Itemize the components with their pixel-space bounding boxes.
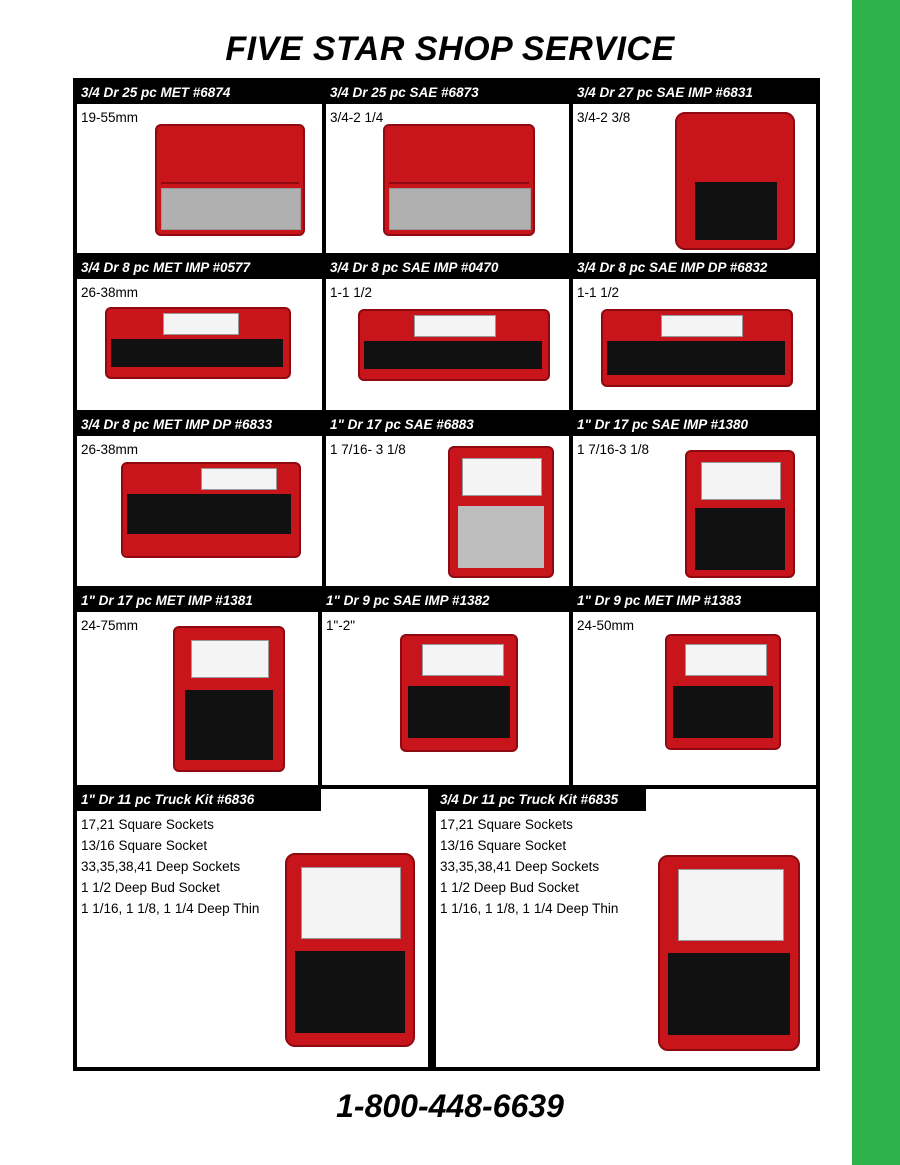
- product-grid: [73, 78, 820, 1071]
- product-card: [573, 257, 816, 410]
- product-card: [77, 414, 322, 586]
- product-spec: 19-55mm: [81, 110, 139, 125]
- socket-set-image: [400, 634, 518, 752]
- product-name: 3/4 Dr 25 pc SAE #6873: [326, 82, 569, 104]
- product-spec: 1 7/16- 3 1/8: [330, 442, 406, 457]
- product-spec: 1"-2": [326, 618, 356, 633]
- product-spec: 17,21 Square Sockets 13/16 Square Socket 33,35,38,41 Deep Sockets 1 1/2 Deep Bud Socket 1 1/16, 1 1/8, 1 1/4 Deep Thin: [440, 817, 619, 916]
- page-title: FIVE STAR SHOP SERVICE: [225, 30, 675, 68]
- product-name: 3/4 Dr 11 pc Truck Kit #6835: [436, 789, 646, 811]
- green-side-bar: [852, 0, 900, 1165]
- product-card: [77, 257, 322, 410]
- product-name: 3/4 Dr 8 pc MET IMP DP #6833: [77, 414, 322, 436]
- socket-set-image: [658, 855, 800, 1051]
- product-card: [326, 82, 569, 253]
- socket-set-image: [665, 634, 781, 750]
- product-name: 1" Dr 17 pc SAE IMP #1380: [573, 414, 816, 436]
- product-spec: 26-38mm: [81, 285, 139, 300]
- product-name: 1" Dr 17 pc MET IMP #1381: [77, 590, 318, 612]
- product-name: 3/4 Dr 8 pc SAE IMP #0470: [326, 257, 569, 279]
- socket-set-image: [121, 462, 301, 558]
- product-spec: 24-50mm: [577, 618, 635, 633]
- product-card: [326, 257, 569, 410]
- product-spec: 1-1 1/2: [330, 285, 373, 300]
- socket-set-image: [685, 450, 795, 578]
- socket-set-image: [155, 124, 305, 236]
- socket-set-image: [383, 124, 535, 236]
- socket-set-image: [173, 626, 285, 772]
- product-spec: 3/4-2 1/4: [330, 110, 384, 125]
- product-name: 1" Dr 9 pc MET IMP #1383: [573, 590, 816, 612]
- product-card: [573, 590, 816, 785]
- product-name: 1" Dr 11 pc Truck Kit #6836: [77, 789, 321, 811]
- product-card: [77, 789, 428, 1067]
- product-spec: 3/4-2 3/8: [577, 110, 631, 125]
- product-name: 3/4 Dr 27 pc SAE IMP #6831: [573, 82, 816, 104]
- socket-set-image: [675, 112, 795, 250]
- product-card: [436, 789, 816, 1067]
- socket-set-image: [358, 309, 550, 381]
- product-spec: 24-75mm: [81, 618, 139, 633]
- socket-set-image: [105, 307, 291, 379]
- product-name: 1" Dr 17 pc SAE #6883: [326, 414, 569, 436]
- product-name: 3/4 Dr 8 pc SAE IMP DP #6832: [573, 257, 816, 279]
- socket-set-image: [601, 309, 793, 387]
- product-name: 1" Dr 9 pc SAE IMP #1382: [322, 590, 569, 612]
- socket-set-image: [285, 853, 415, 1047]
- phone-number: 1-800-448-6639: [336, 1088, 564, 1124]
- product-card: [77, 82, 322, 253]
- product-card: [326, 414, 569, 586]
- product-name: 3/4 Dr 25 pc MET #6874: [77, 82, 322, 104]
- product-card: [77, 590, 318, 785]
- product-card: [322, 590, 569, 785]
- product-spec: 17,21 Square Sockets 13/16 Square Socket 33,35,38,41 Deep Sockets 1 1/2 Deep Bud Socket 1 1/16, 1 1/8, 1 1/4 Deep Thin: [81, 817, 260, 916]
- product-card: [573, 82, 816, 253]
- product-card: [573, 414, 816, 586]
- product-spec: 26-38mm: [81, 442, 139, 457]
- product-name: 3/4 Dr 8 pc MET IMP #0577: [77, 257, 322, 279]
- product-spec: 1 7/16-3 1/8: [577, 442, 650, 457]
- socket-set-image: [448, 446, 554, 578]
- product-spec: 1-1 1/2: [577, 285, 620, 300]
